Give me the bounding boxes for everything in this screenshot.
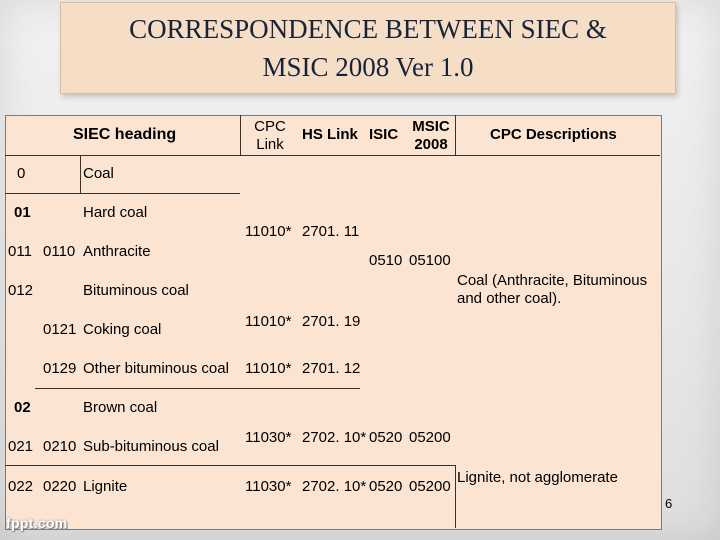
row-6-label: Brown coal: [83, 399, 158, 416]
row-1-label: Hard coal: [83, 204, 148, 221]
row-5-cpc: 11010*: [245, 360, 292, 377]
col-divider-code: [80, 155, 81, 193]
row-2-isic: 0510: [369, 252, 403, 269]
fppt-logo: fppt.com: [6, 515, 68, 531]
row-7-isic: 0520: [369, 429, 403, 446]
row-8-sub: 0220: [43, 478, 77, 495]
row-0-code: 0: [17, 165, 26, 182]
header-hs-link: HS Link: [302, 126, 358, 143]
header-cpc-link: [248, 118, 292, 154]
row-line-coal: [5, 193, 240, 194]
row-7-sub: 0210: [43, 438, 77, 455]
header-bottom-line: [5, 155, 660, 156]
header-msic-year: 2008: [414, 136, 448, 153]
slide-title: [129, 10, 607, 86]
row-4-hs: 2701. 19: [302, 313, 361, 330]
header-cpc: CPC: [254, 118, 286, 135]
row-0-label: Coal: [83, 165, 114, 182]
row-7-cpc: 11030*: [245, 429, 292, 446]
row-3-label: Bituminous coal: [83, 282, 189, 299]
title-line-2: MSIC 2008 Ver 1.0: [262, 52, 474, 82]
row-8-isic: 0520: [369, 478, 403, 495]
header-link: Link: [256, 136, 284, 153]
row-3-desc-line-2: and other coal).: [457, 290, 562, 307]
row-8-code: 022: [8, 478, 34, 495]
slide-number: 6: [665, 496, 673, 511]
row-2-code: 011: [8, 243, 32, 260]
header-siec: SIEC heading: [73, 126, 177, 143]
row-8-msic: 05200: [409, 478, 451, 495]
header-cpc-descriptions: CPC Descriptions: [490, 126, 617, 143]
title-line-1: CORRESPONDENCE BETWEEN SIEC &: [129, 14, 607, 44]
row-5-sub: 0129: [43, 360, 77, 377]
row-7-hs: 2702. 10*: [302, 429, 367, 446]
row-8-label: Lignite: [83, 478, 128, 495]
row-1-hs: 2701. 11: [302, 223, 360, 240]
row-1-code: 01: [14, 204, 31, 221]
row-3-desc-line-1: Coal (Anthracite, Bituminous: [457, 272, 648, 289]
col-divider-cpc: [240, 115, 241, 155]
row-7-label: Sub-bituminous coal: [83, 438, 219, 455]
row-1-cpc: 11010*: [245, 223, 292, 240]
title-box: [60, 2, 676, 94]
row-3-code: 012: [8, 282, 34, 299]
row-line-bituminous: [35, 388, 360, 389]
row-6-code: 02: [14, 399, 31, 416]
row-8-desc: Lignite, not agglomerate: [457, 469, 618, 486]
row-7-msic: 05200: [409, 429, 451, 446]
row-line-lignite: [5, 465, 455, 466]
row-2-msic: 05100: [409, 252, 451, 269]
row-7-code: 021: [8, 438, 34, 455]
row-4-label: Coking coal: [83, 321, 162, 338]
col-divider-msic-lower: [455, 465, 456, 528]
header-msic: [406, 118, 456, 154]
row-8-cpc: 11030*: [245, 478, 292, 495]
row-4-cpc: 11010*: [245, 313, 292, 330]
row-3-desc: [457, 272, 647, 308]
row-2-label: Anthracite: [83, 243, 151, 260]
header-isic: ISIC: [369, 126, 399, 143]
row-8-hs: 2702. 10*: [302, 478, 367, 495]
row-2-sub: 0110: [43, 243, 76, 260]
row-5-hs: 2701. 12: [302, 360, 361, 377]
row-4-sub: 0121: [43, 321, 77, 338]
row-5-label: Other bituminous coal: [83, 360, 229, 377]
header-msic-label: MSIC: [412, 118, 450, 135]
